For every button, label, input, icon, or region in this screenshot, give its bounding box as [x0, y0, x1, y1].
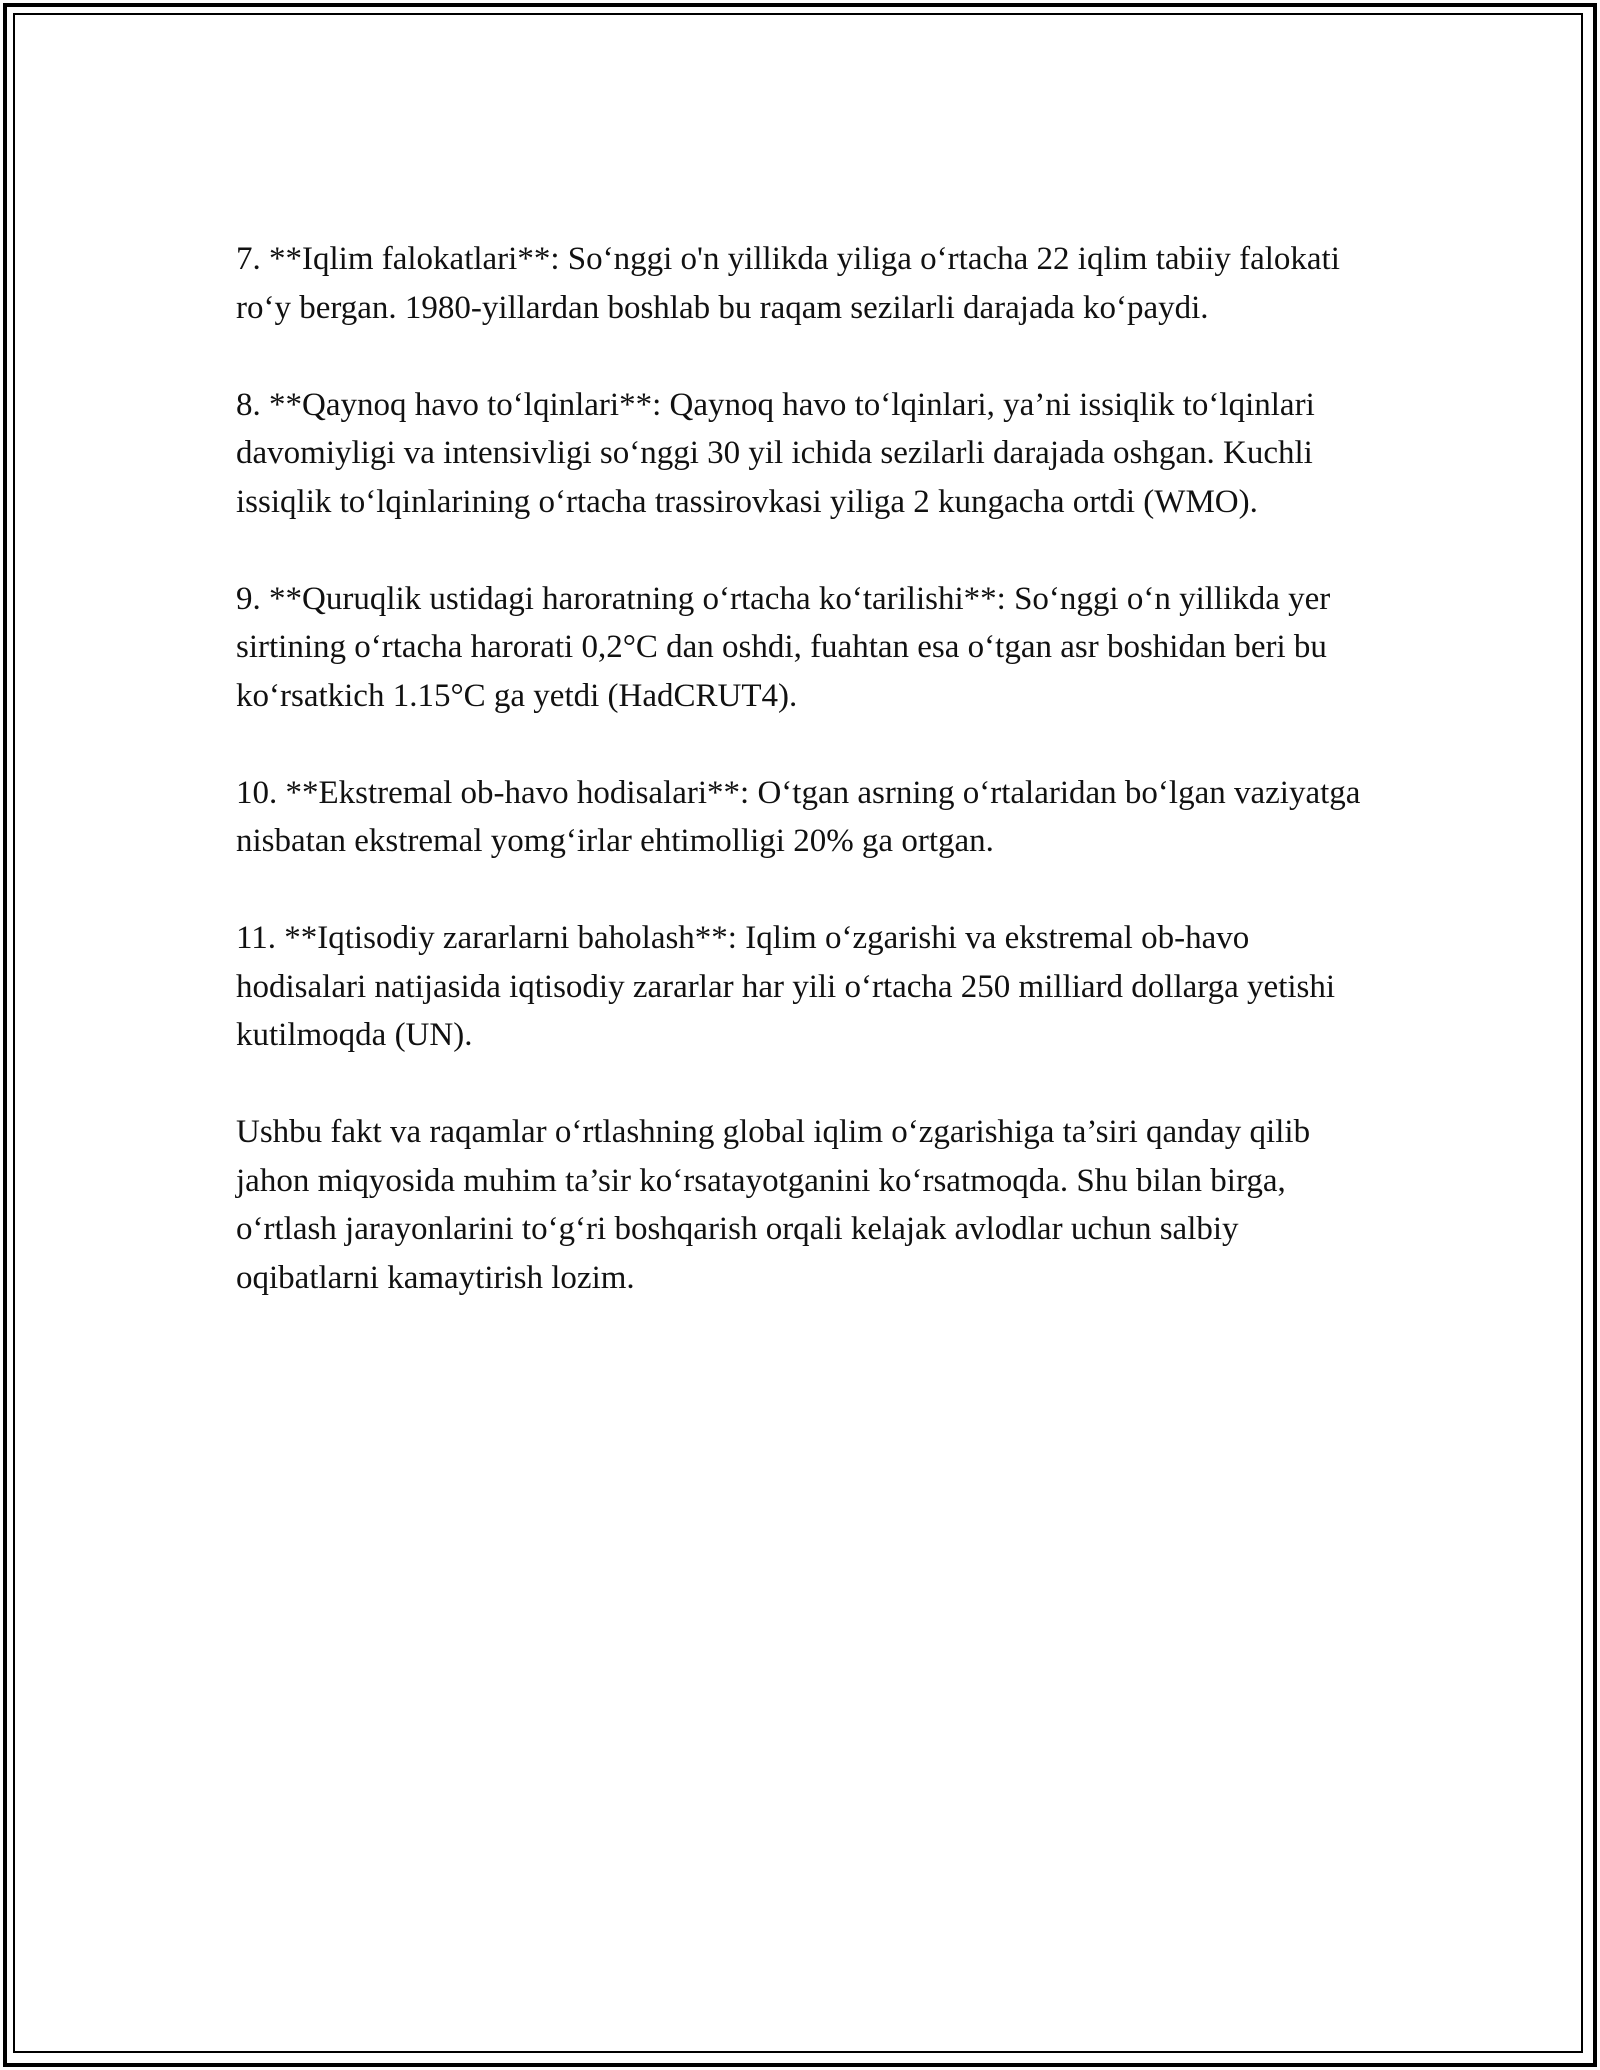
- paragraph-climate-disasters: 7. **Iqlim falokatlari**: So‘nggi o'n yillikda yiliga o‘rtacha 22 iqlim tabiiy falokati ro‘y bergan. 1980-yillardan boshlab bu raqam sezilarli darajada ko‘paydi.: [236, 241, 1340, 326]
- paragraph-conclusion: Ushbu fakt va raqamlar o‘rtlashning global iqlim o‘zgarishiga ta’siri qanday qilib jahon miqyosida muhim ta’sir ko‘rsatayotganini ko‘rsatmoqda. Shu bilan birga, o‘rtlash jarayonlarini to‘g‘ri boshqarish orqali kelajak avlodlar uchun salbiy oqibatlarni kamaytirish lozim.: [236, 1114, 1311, 1296]
- document-body: [236, 235, 1371, 1351]
- paragraph-economic-losses: 11. **Iqtisodiy zararlarni baholash**: Iqlim o‘zgarishi va ekstremal ob-havo hodisalari natijasida iqtisodiy zararlar har yili o‘rtacha 250 milliard dollarga yetishi kutilmoqda (UN).: [236, 920, 1336, 1053]
- paragraph-extreme-weather: 10. **Ekstremal ob-havo hodisalari**: O‘tgan asrning o‘rtalaridan bo‘lgan vaziyatga nisbatan ekstremal yomg‘irlar ehtimolligi 20% ga ortgan.: [236, 774, 1361, 859]
- paragraph-heat-waves: 8. **Qaynoq havo to‘lqinlari**: Qaynoq havo to‘lqinlari, ya’ni issiqlik to‘lqinlari davomiyligi va intensivligi so‘nggi 30 yil ichida sezilarli darajada oshgan. Kuchli issiqlik to‘lqinlarining o‘rtacha trassirovkasi yiliga 2 kungacha ortdi (WMO).: [236, 386, 1315, 520]
- paragraph-land-temperature: 9. **Quruqlik ustidagi haroratning o‘rtacha ko‘tarilishi**: So‘nggi o‘n yillikda yer sirtining o‘rtacha harorati 0,2°C dan oshdi, fuahtan esa o‘tgan asr boshidan beri bu ko‘rsatkich 1.15°C ga yetdi (HadCRUT4).: [236, 580, 1331, 714]
